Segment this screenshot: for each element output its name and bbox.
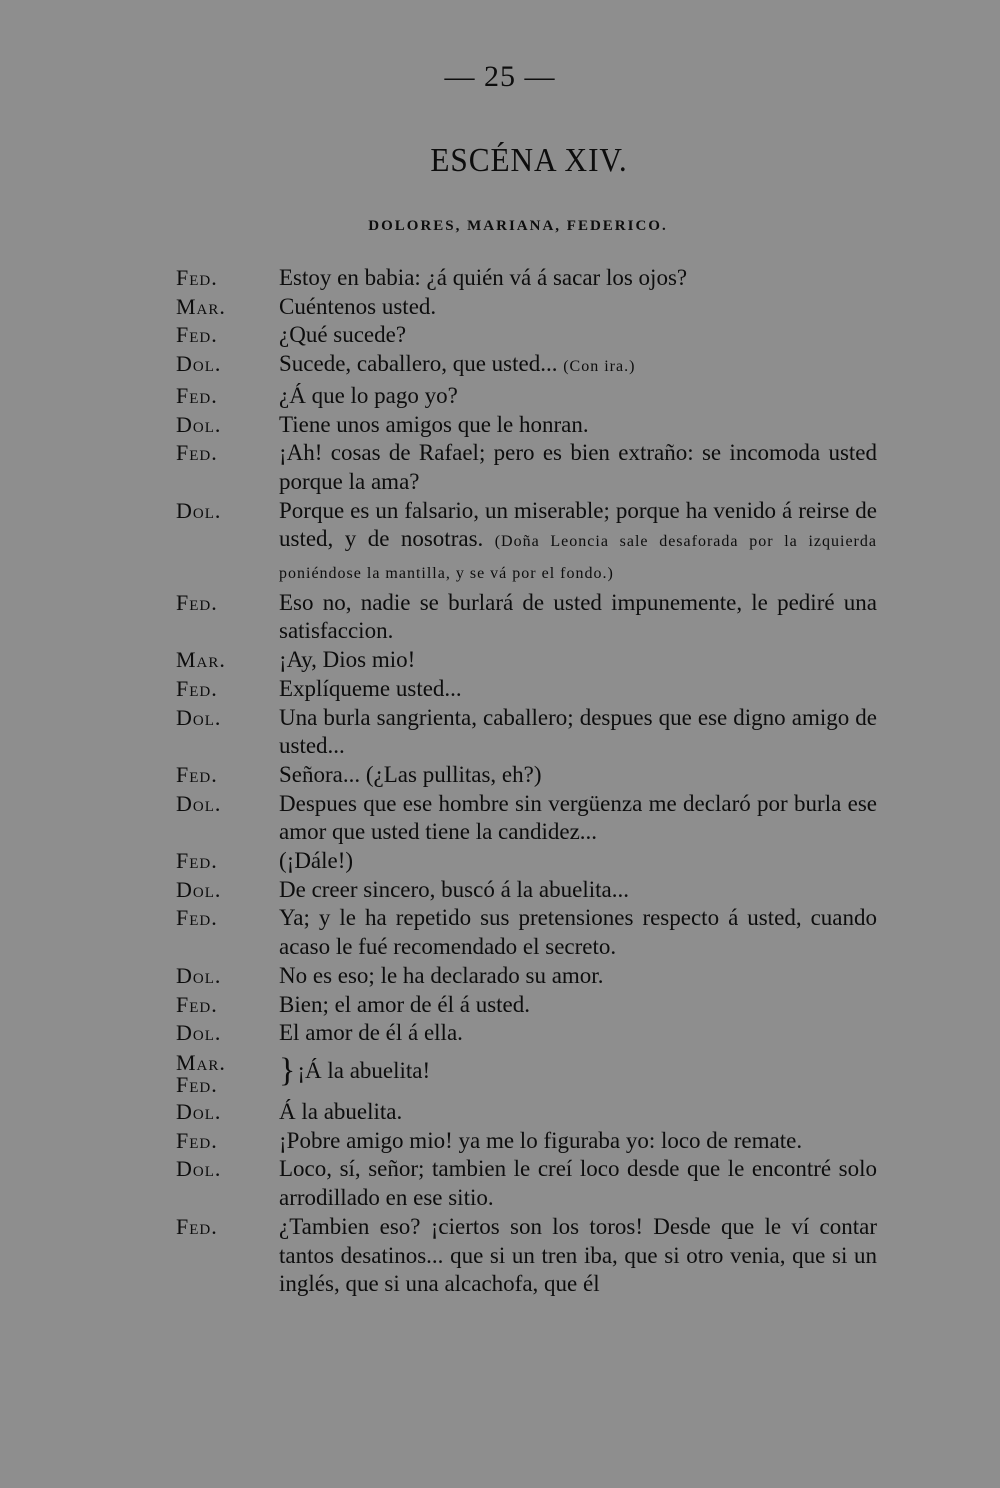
speech-text (279, 761, 877, 790)
stage-direction: (Con ira.) (563, 358, 636, 376)
dialogue-entry (0, 264, 1000, 293)
speech-text (279, 497, 877, 589)
speech-text (279, 675, 877, 704)
dialogue-entry (0, 497, 1000, 589)
speaker-label: Fed. (176, 1127, 218, 1153)
speaker-label: Fed. (176, 382, 218, 408)
speaker-label: Dol. (176, 351, 222, 377)
dialogue-entry (0, 1048, 1000, 1098)
brace-glyph: } (279, 1051, 296, 1089)
speaker-label: Fed. (176, 1213, 218, 1239)
dialogue-entry (0, 411, 1000, 440)
scene-characters: DOLORES, MARIANA, FEDERICO. (368, 218, 668, 234)
speech-line: Eso no, nadie se burlará de usted impunemente, le pediré una satisfaccion. (279, 589, 877, 644)
speech-text (279, 790, 877, 847)
speaker-label: Fed. (176, 440, 218, 466)
speaker-label: Dol. (176, 704, 222, 730)
speech-line: Ya; y le ha repetido sus pretensiones respecto á usted, cuando acaso le fué recomendado el secreto. (279, 905, 877, 960)
speech-text (279, 991, 877, 1020)
speech-line: Loco, sí, señor; tambien le creí loco desde que le encontré solo arrodillado en ese sitio. (279, 1156, 877, 1211)
speaker-label: Mar. Fed. (176, 1049, 226, 1097)
speaker-label: Fed. (176, 675, 218, 701)
speaker-label: Fed. (176, 265, 218, 290)
speaker-label: Dol. (176, 962, 222, 988)
speech-line: ¿Á que lo pago yo? (279, 382, 458, 408)
dialogue-entry (0, 1019, 1000, 1048)
speech-text (279, 321, 877, 350)
speech-line: El amor de él á ella. (279, 1020, 463, 1046)
dialogue-entry (0, 350, 1000, 382)
speech-line: Á la abuelita. (279, 1098, 403, 1124)
dialogue-entry (0, 1098, 1000, 1127)
speech-text (279, 264, 877, 293)
dialogue-entry (0, 439, 1000, 496)
speech-line: (¡Dále!) (279, 848, 354, 874)
dialogue-entry (0, 589, 1000, 646)
scene-title: ESCÉNA XIV. (430, 142, 628, 179)
dialogue-entry (0, 646, 1000, 675)
speech-text (279, 876, 877, 905)
speech-line: De creer sincero, buscó á la abuelita... (279, 876, 629, 902)
stage-direction: (Doña Leoncia sale desaforada por la izquierda poniéndose la mantilla, y se vá por el fondo.) (279, 533, 877, 583)
speech-line: ¿Tambien eso? ¡ciertos son los toros! Desde que le ví contar tantos desatinos... que si un tren iba, que si otro venia, que si un inglés, que si una alcachofa, que él (279, 1213, 877, 1297)
speaker-label: Fed. (176, 991, 218, 1017)
speaker-label: Fed. (176, 848, 218, 874)
speech-line: Estoy en babia: ¿á quién vá á sacar los ojos? (279, 265, 688, 290)
speech-text (279, 1098, 877, 1127)
dialogue-entry (0, 675, 1000, 704)
speech-line: Bien; el amor de él á usted. (279, 991, 531, 1017)
dialogue-entry (0, 904, 1000, 961)
dialogue-block (0, 264, 1000, 1299)
speech-text (279, 904, 877, 961)
speech-text (279, 439, 877, 496)
dialogue-entry (0, 790, 1000, 847)
speech-line: No es eso; le ha declarado su amor. (279, 962, 604, 988)
speaker-label: Dol. (176, 876, 222, 902)
speaker-label: Dol. (176, 790, 222, 816)
speaker-label: Fed. (176, 589, 218, 615)
dialogue-entry (0, 761, 1000, 790)
speech-text (279, 589, 877, 646)
speech-line: Porque es un falsario, un miserable; porque ha venido á reirse de usted, y de nosotras. (279, 497, 877, 552)
speech-line: Cuéntenos usted. (279, 293, 437, 319)
speech-text (279, 1155, 877, 1212)
speech-line: Tiene unos amigos que le honran. (279, 411, 589, 437)
speaker-label: Dol. (176, 497, 222, 523)
speaker-label: Dol. (176, 1098, 222, 1124)
dialogue-entry (0, 1127, 1000, 1156)
speech-line: ¡Ay, Dios mio! (279, 647, 416, 673)
speech-line: Sucede, caballero, que usted... (279, 351, 564, 377)
speaker-label: Fed. (176, 322, 218, 348)
dialogue-entry (0, 1213, 1000, 1299)
speech-line: ¡Á la abuelita! (297, 1057, 431, 1083)
page-number: — 25 — (444, 60, 556, 93)
speech-line: ¿Qué sucede? (279, 322, 407, 348)
dialogue-entry (0, 847, 1000, 876)
speech-text (279, 962, 877, 991)
speech-text (279, 847, 877, 876)
speech-line: ¡Ah! cosas de Rafael; pero es bien extraño: se incomoda usted porque la ama? (279, 440, 877, 494)
speaker-label: Dol. (176, 411, 222, 437)
speech-text (279, 1048, 877, 1098)
speech-text (279, 1127, 877, 1156)
dialogue-entry (0, 991, 1000, 1020)
dialogue-entry (0, 1155, 1000, 1212)
speech-line: Explíqueme usted... (279, 675, 462, 701)
dialogue-entry (0, 876, 1000, 905)
speaker-label: Fed. (176, 905, 218, 931)
speech-line: Señora... (¿Las pullitas, eh?) (279, 761, 542, 787)
speech-text (279, 411, 877, 440)
speech-line: Despues que ese hombre sin vergüenza me declaró por burla ese amor que usted tiene la candidez... (279, 790, 877, 845)
speech-text (279, 1019, 877, 1048)
speech-text (279, 646, 877, 675)
dialogue-entry (0, 704, 1000, 761)
speaker-label: Dol. (176, 1020, 222, 1046)
dialogue-entry (0, 321, 1000, 350)
dialogue-entry (0, 293, 1000, 322)
speech-text (279, 293, 877, 322)
speaker-label: Dol. (176, 1156, 222, 1182)
speech-line: Una burla sangrienta, caballero; despues que ese digno amigo de usted... (279, 704, 877, 759)
dialogue-entry (0, 962, 1000, 991)
dialogue-entry (0, 382, 1000, 411)
speech-line: ¡Pobre amigo mio! ya me lo figuraba yo: loco de remate. (279, 1127, 803, 1153)
speaker-label: Fed. (176, 761, 218, 787)
speaker-label: Mar. (176, 647, 226, 673)
speaker-label: Mar. (176, 293, 226, 319)
speech-text (279, 350, 877, 382)
speech-text (279, 704, 877, 761)
speech-text (279, 382, 877, 411)
speech-text (279, 1213, 877, 1299)
